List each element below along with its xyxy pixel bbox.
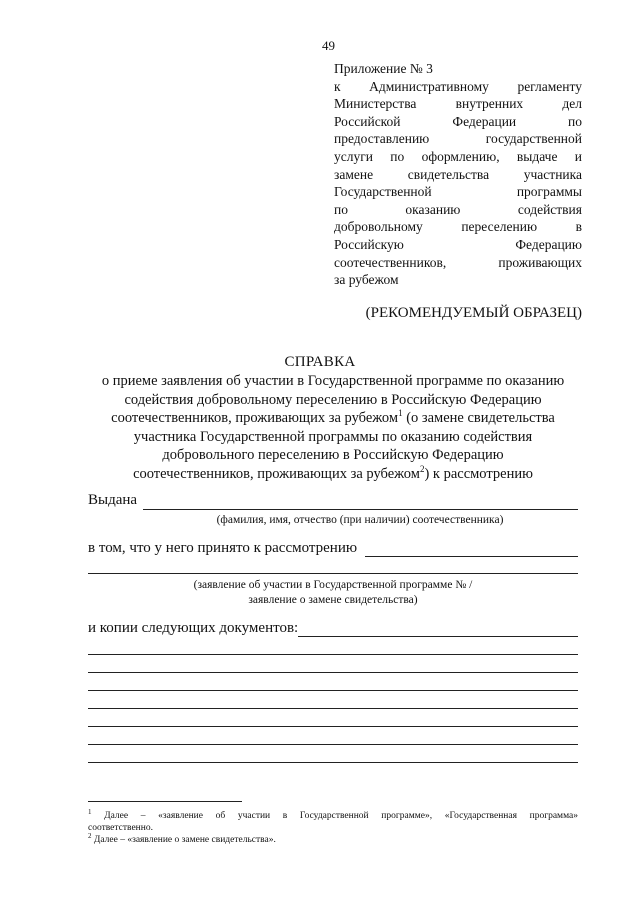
accepted-hint-line: заявление о замене свидетельства) [248,594,418,606]
appendix-line: за рубежом [334,272,399,288]
accepted-line[interactable] [365,556,578,557]
footnote-ref-1: 1 [398,408,403,419]
footnote-mark-2: 2 [88,831,92,840]
appendix-line: добровольному переселению в [334,219,582,235]
appendix-line: соотечественников, проживающих [334,254,582,270]
issued-hint: (фамилия, имя, отчество (при наличии) соотечественника) [216,514,504,526]
footnote-1-continued: соответственно. [88,823,153,833]
accepted-hint [88,578,578,608]
copies-line[interactable] [88,654,578,655]
subtitle-line [60,465,606,484]
appendix-header [334,60,582,289]
appendix-line: услуги по оформлению, выдаче и [334,148,582,164]
footnote-2 [88,831,578,846]
issued-label: Выдана [88,492,138,508]
copies-line[interactable] [88,744,578,745]
subtitle-text: соотечественников, проживающих за рубежом [111,410,399,426]
footnote-ref-2: 2 [419,463,425,474]
accepted-label: в том, что у него принято к рассмотрению [88,540,358,556]
subtitle-text: соотечественников, проживающих за рубежом [133,465,420,482]
subtitle-line: добровольного переселению в Российскую Федерацию [162,447,504,463]
footnote-separator [88,801,242,802]
appendix-line: по оказанию содействия [334,201,582,217]
appendix-line: Российской Федерации по [334,113,582,129]
subtitle-text: ) к рассмотрению [424,465,533,482]
document-subtitle [60,372,606,483]
appendix-line: замене свидетельства участника [334,166,582,182]
copies-label: и копии следующих документов: [88,620,299,636]
appendix-line: Приложение № 3 [334,61,433,76]
appendix-line: Государственной программы [334,184,582,200]
appendix-line: к Административному регламенту [334,78,582,94]
sample-label: (РЕКОМЕНДУЕМЫЙ ОБРАЗЕЦ) [365,305,582,321]
subtitle-line: о приеме заявления об участии в Государственной программе по оказанию [101,373,565,389]
page-number: 49 [322,38,335,53]
subtitle-line: участника Государственной программы по оказанию содействия [133,428,533,445]
accepted-hint-line: (заявление об участии в Государственной программе № / [193,579,473,591]
subtitle-line [60,409,606,428]
subtitle-line: содействия добровольному переселению в Российскую Федерацию [124,391,542,408]
copies-line[interactable] [298,636,578,637]
footnote-mark-1: 1 [88,807,92,816]
copies-line[interactable] [88,672,578,673]
footnotes [88,807,578,846]
copies-line[interactable] [88,726,578,727]
appendix-line: Министерства внутренних дел [334,96,582,112]
subtitle-text: (о замене свидетельства [402,410,555,426]
appendix-line: Российскую Федерацию [334,236,582,252]
appendix-line: предоставлению государственной [334,131,582,147]
footnote-2-text: Далее – «заявление о замене свидетельства». [91,835,276,845]
copies-line[interactable] [88,690,578,691]
copies-line[interactable] [88,708,578,709]
issued-line[interactable] [143,509,578,510]
footnote-1-text: Далее – «заявление об участии в Государственной программе», «Государственная программа» [91,811,578,821]
footnote-1 [88,807,578,822]
document-title: СПРАВКА [284,354,356,370]
copies-line[interactable] [88,762,578,763]
accepted-line-2[interactable] [88,573,578,574]
